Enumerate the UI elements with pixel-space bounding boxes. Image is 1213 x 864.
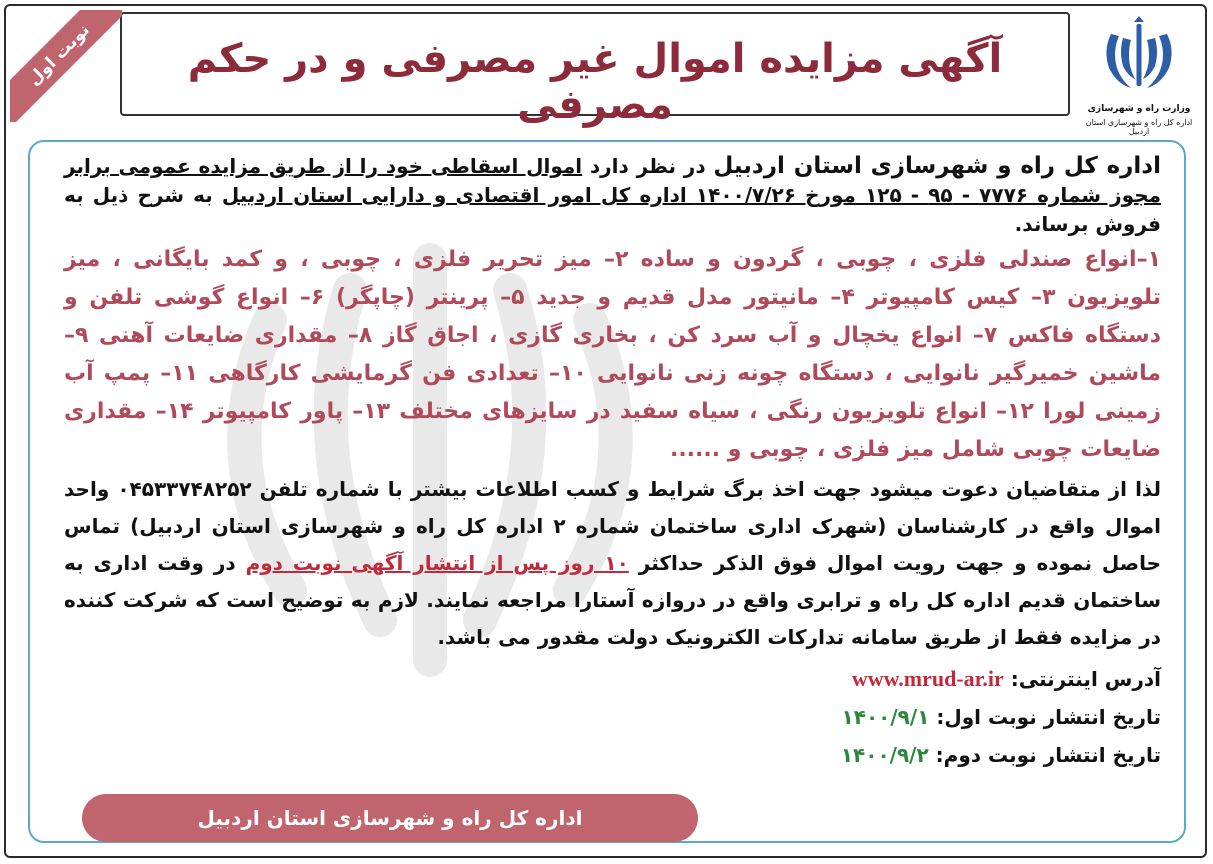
invite-text-b: در وقت اداری به ساختمان قدیم اداره کل راه و ترابری واقع در دروازه آستارا مراجعه نمایند. لازم به توضیح است که شرکت کننده در مزایده فقط از طریق سامانه تدارکات الکترونیک دولت مقدور می باشد.	[64, 551, 1161, 649]
org-name: اداره کل راه و شهرسازی استان اردبیل	[713, 153, 1161, 179]
iran-emblem-icon	[1101, 16, 1177, 96]
intro-paragraph	[64, 152, 1161, 239]
invite-text-a: لذا از متقاضیان دعوت میشود جهت اخذ برگ شرایط و کسب اطلاعات بیشتر با شماره تلفن ۰۴۵۳۳۷۴۸۲۵۲ واحد اموال واقع در کارشناسان (شهرک اداری ساختمان شماره ۲ اداره کل راه و شهرسازی استان اردبیل) تماس حاصل نموده و جهت رویت اموال فوق الذکر حداکثر	[64, 477, 1162, 575]
invite-paragraph	[64, 471, 1161, 656]
address-label: آدرس اینترنتی:	[1003, 667, 1161, 691]
publish-second-label: تاریخ انتشار نوبت دوم:	[928, 743, 1161, 767]
publish-first-line	[64, 698, 1161, 736]
notice-title: آگهی مزایده اموال غیر مصرفی و در حکم مصرفی	[187, 36, 1003, 128]
ministry-name: وزارت راه و شهرسازی	[1087, 104, 1191, 114]
badge-corner	[10, 10, 122, 122]
round-badge: نوبت اول	[10, 10, 122, 122]
deadline-text: ۱۰ روز پس از انتشار آگهی نوبت دوم	[245, 551, 629, 575]
ministry-logo	[1075, 12, 1203, 134]
footer-org-pill: اداره کل راه و شهرسازی استان اردبیل	[82, 794, 698, 842]
header-bar	[120, 12, 1070, 128]
office-name: اداره کل راه و شهرسازی استان اردبیل	[1085, 118, 1193, 136]
publish-first-date: ۱۴۰۰/۹/۱	[841, 705, 930, 729]
publish-second-date: ۱۴۰۰/۹/۲	[840, 743, 929, 767]
publish-first-label: تاریخ انتشار نوبت اول:	[929, 705, 1161, 729]
address-line	[64, 660, 1161, 698]
notice-body	[64, 152, 1161, 774]
intro-text-b: به شرح ذیل به فروش برساند.	[64, 183, 1161, 236]
items-list: ۱–انواع صندلی فلزی ، چوبی ، گردون و ساده ۲– میز تحریر فلزی ، چوبی ، و کمد بایگانی ، میز تلویزیون ۳– کیس کامپیوتر ۴– مانیتور مدل قدیم و جدید ۵– پرینتر (چاپگر) ۶– انواع گوشی تلفن و دستگاه فاکس ۷– انواع یخچال و آب سرد کن ، بخاری گازی ، اجاق گاز ۸– مقداری ضایعات آهنی ۹– ماشین خمیرگیر نانوایی ، دستگاه چونه زنی نانوایی ۱۰– تعدادی فن گرمایشی کارگاهی ۱۱– پمپ آب زمینی لورا ۱۲– انواع تلویزیون رنگی ، سیاه سفید در سایزهای مختلف ۱۳– پاور کامپیوتر ۱۴– مقداری ضایعات چوبی شامل میز فلزی ، چوبی و ......	[64, 247, 1162, 462]
intro-text-a: در نظر دارد	[582, 154, 714, 178]
publish-second-line	[64, 736, 1161, 774]
intro-permit: اموال اسقاطی خود را از طریق مزایده عمومی برابر مجوز شماره ۷۷۷۶ - ۹۵ - ۱۲۵ مورخ ۱۴۰۰/۷/۲۶ اداره کل امور اقتصادی و دارایی استان اردبیل	[64, 154, 1161, 207]
website-link[interactable]: www.mrud-ar.ir	[851, 666, 1004, 691]
